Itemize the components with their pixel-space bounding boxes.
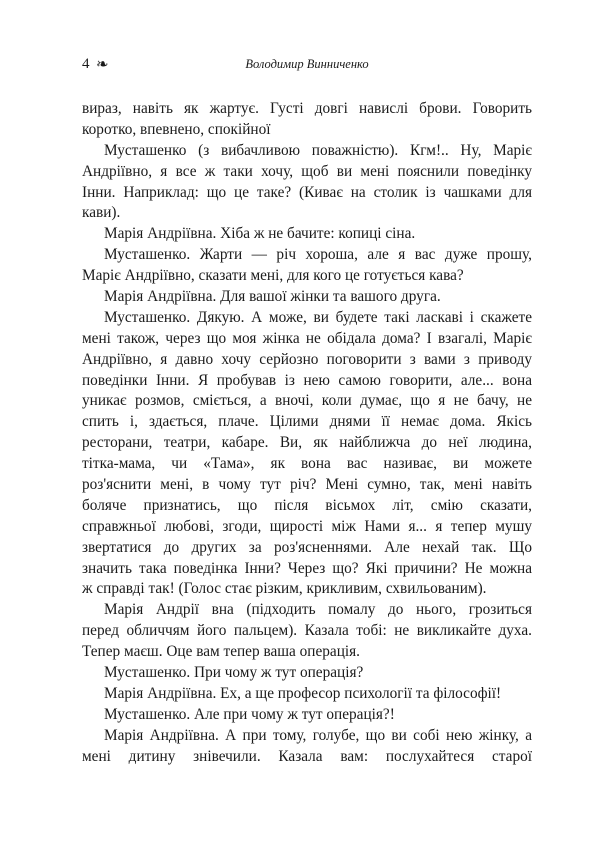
text-line: боляче признатись, що після вісьмох літ, смію сказати,	[82, 496, 532, 514]
text-line: Мусташенко. Дякую. А може, ви будете такі ласкаві і скажете	[104, 308, 532, 326]
text-line: поведінки Інни. Я пробував із нею самою говорити, але... вона	[82, 371, 532, 389]
text-line: кави).	[82, 204, 121, 222]
text-line: Мусташенко. Жарти — річ хороша, але я вас дуже прошу,	[104, 246, 532, 264]
text-line: спить і, здається, плаче. Цілими днями її немає дома. Якісь	[82, 413, 532, 431]
text-line: ж справді так! (Голос стає різким, крикливим, схвильованим).	[82, 580, 487, 598]
paragraph	[82, 141, 532, 225]
text-line: Марія Андріївна. Хіба ж не бачите: копиці сіна.	[104, 225, 416, 243]
paragraph	[82, 663, 532, 684]
text-line: ресторани, театри, кабаре. Ви, як найближча до неї людина,	[82, 434, 532, 452]
text-line: мені також, через що моя жінка не обідала дома? І взагалі, Маріє	[82, 329, 532, 347]
text-line: Інни. Наприклад: що це таке? (Киває на столик із чашками для	[82, 183, 532, 201]
text-line: уникає розмов, сміється, а вночі, коли думає, що я не бачу, не	[82, 392, 532, 410]
ornament-icon: ❧	[96, 57, 109, 73]
text-line: Марія Андріївна. А при тому, голубе, що ви собі нею жінку, а	[104, 726, 532, 744]
text-line: Марія Андріївна. Для вашої жінки та вашого друга.	[104, 288, 441, 306]
paragraph	[82, 99, 532, 141]
text-line: Андріївно, я давно хочу серйозно поговорити з вами з приводу	[82, 350, 532, 368]
text-line: тітка-мама, чи «Тама», як вона вас називає, ви можете	[82, 455, 532, 473]
paragraph	[82, 287, 532, 308]
text-line: Тепер маєш. Оце вам тепер ваша операція.	[82, 643, 361, 661]
text-line: Марія Андрії вна (підходить помалу до нього, грозиться	[104, 601, 532, 619]
paragraph	[82, 245, 532, 287]
text-line: Маріє Андріївно, сказати мені, для кого це готується кава?	[82, 267, 464, 285]
page-body	[82, 99, 532, 768]
text-line: коротко, впевнено, спокійної	[82, 120, 271, 138]
paragraph	[82, 308, 532, 600]
running-header	[82, 56, 532, 76]
paragraph	[82, 684, 532, 705]
text-line: вираз, навіть як жартує. Густі довгі навислі брови. Говорить	[82, 100, 532, 117]
text-line: мені дитину знівечили. Казала вам: послухайтеся старої	[82, 747, 532, 765]
running-title: Володимир Винниченко	[245, 57, 369, 71]
page-number: 4	[82, 56, 90, 72]
text-line: справжньої любові, згоди, щирості між Нами я... я тепер мушу	[82, 517, 532, 535]
text-line: роз'яснити мені, в чому тут річ? Мені сумно, так, мені навіть	[82, 476, 532, 494]
text-line: звертатися до других за роз'ясненнями. Але нехай так. Що	[82, 538, 532, 556]
text-line: Марія Андріївна. Ех, а ще професор психології та філософії!	[104, 684, 502, 702]
text-line: Андріївно, я все ж таки хочу, щоб ви мені пояснили поведінку	[82, 162, 532, 180]
text-line: Мусташенко (з вибачливою поважністю). Кгм!.. Ну, Маріє	[104, 141, 532, 159]
text-line: перед обличчям його пальцем). Казала тобі: не викликайте духа.	[82, 622, 532, 640]
paragraph	[82, 224, 532, 245]
paragraph	[82, 726, 532, 768]
paragraph	[82, 600, 532, 663]
text-line: значить така поведінка Інни? Через що? Які причини? Не можна	[82, 559, 532, 577]
paragraph	[82, 705, 532, 726]
text-line: Мусташенко. Але при чому ж тут операція?!	[104, 705, 395, 723]
text-line: Мусташенко. При чому ж тут операція?	[104, 664, 364, 682]
